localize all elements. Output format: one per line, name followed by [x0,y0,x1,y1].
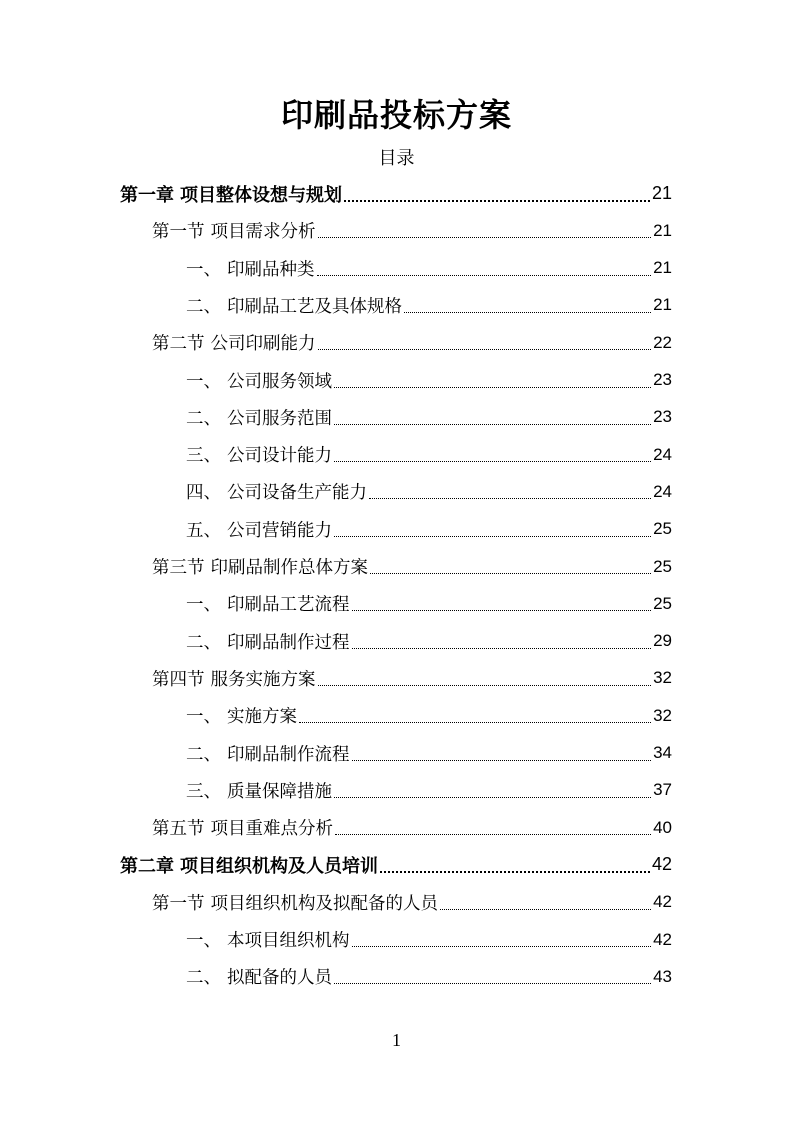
toc-entry-page: 23 [653,370,672,389]
toc-entry-page: 40 [653,817,672,837]
toc-entry-page: 43 [653,966,672,986]
toc-dot-leader [334,972,651,984]
toc-dot-leader [317,264,652,276]
toc-dot-leader [334,413,651,425]
toc-dot-leader [352,637,652,649]
toc-subsection-entry[interactable] [186,362,672,399]
toc-entry-number: 二、 [186,408,221,429]
toc-entry-label: 印刷品制作流程 [227,744,350,765]
toc-entry-number: 一、 [186,595,221,616]
toc-entry-page: 32 [653,705,672,725]
toc-dot-leader [380,861,650,873]
toc-entry-label: 项目重难点分析 [210,819,333,840]
toc-section-entry[interactable] [152,548,672,585]
toc-entry-page: 25 [653,593,672,613]
toc-entry-label: 印刷品种类 [227,259,315,280]
toc-entry-page: 32 [653,668,672,688]
toc-subsection-entry[interactable] [186,436,672,473]
toc-entry-label: 项目需求分析 [210,222,316,243]
toc-entry-label: 印刷品制作过程 [227,632,350,653]
toc-entry-label: 印刷品工艺流程 [227,595,350,616]
toc-subsection-entry[interactable] [186,623,672,660]
toc-entry-page: 34 [653,743,672,762]
toc-subsection-entry[interactable] [186,921,672,958]
toc-dot-leader [299,711,651,723]
toc-dot-leader [370,562,651,574]
toc-entry-label: 项目组织机构及拟配备的人员 [210,893,438,914]
toc-dot-leader [318,338,652,350]
toc-entry-page: 25 [653,519,672,539]
toc-subsection-entry[interactable] [186,735,672,772]
toc-entry-page: 21 [653,220,672,240]
document-title: 印刷品投标方案 [280,96,512,134]
toc-entry-number: 第一节 [152,893,205,914]
toc-dot-leader [344,190,650,202]
toc-subsection-entry[interactable] [186,958,672,995]
toc-entry-number: 一、 [186,931,221,951]
toc-heading: 目录 [378,148,415,169]
toc-entry-label: 公司营销能力 [227,520,332,541]
toc-entry-number: 一、 [186,371,221,392]
toc-entry-label: 项目整体设想与规划 [180,184,342,206]
toc-section-entry[interactable] [152,884,672,921]
toc-entry-number: 一、 [186,707,221,728]
toc-dot-leader [335,823,651,835]
toc-entry-label: 公司设备生产能力 [227,483,367,504]
toc-entry-page: 25 [653,556,672,576]
toc-subsection-entry[interactable] [186,399,672,436]
toc-dot-leader [334,450,651,462]
toc-entry-label: 拟配备的人员 [227,968,332,989]
toc-dot-leader [369,487,651,499]
toc-entry-number: 三、 [186,781,221,802]
toc-entry-page: 37 [653,780,672,800]
toc-entry-label: 公司服务范围 [227,408,332,429]
toc-entry-number: 第五节 [152,819,205,840]
toc-entry-number: 第一节 [152,222,205,243]
toc-entry-number: 三、 [186,446,221,467]
toc-entry-label: 质量保障措施 [227,781,332,802]
toc-section-entry[interactable] [152,809,672,846]
toc-entry-number: 二、 [186,968,221,989]
toc-subsection-entry[interactable] [186,287,672,324]
toc-entry-page: 22 [653,332,672,352]
toc-entry-page: 21 [653,295,672,315]
toc-dot-leader [334,525,651,537]
toc-entry-page: 42 [653,929,672,949]
toc-dot-leader [352,599,652,611]
toc-subsection-entry[interactable] [186,250,672,287]
page-number: 1 [392,1030,401,1050]
toc-entry-number: 第四节 [152,669,205,690]
toc-dot-leader [352,749,652,761]
toc-entry-number: 第三节 [152,558,205,578]
toc-entry-label: 印刷品制作总体方案 [210,558,368,578]
toc-subsection-entry[interactable] [186,585,672,622]
toc-entry-page: 42 [651,854,672,875]
toc-section-entry[interactable] [152,212,672,249]
toc-entry-label: 服务实施方案 [210,669,316,690]
toc-entry-page: 21 [653,258,672,278]
toc-entry-page: 23 [653,407,672,427]
toc-chapter-entry[interactable] [120,175,672,212]
toc-dot-leader [334,376,651,388]
toc-entry-number: 第一章 [120,184,174,206]
toc-dot-leader [440,898,651,910]
toc-entry-number: 第二节 [152,334,205,355]
toc-entry-page: 21 [651,183,672,203]
toc-entry-number: 二、 [186,744,221,765]
toc-entry-label: 项目组织机构及人员培训 [180,855,378,877]
toc-section-entry[interactable] [152,324,672,361]
toc-entry-page: 29 [653,631,672,651]
toc-subsection-entry[interactable] [186,473,672,510]
toc-entry-number: 二、 [186,296,221,317]
toc-entry-number: 一、 [186,259,221,280]
toc-dot-leader [318,226,652,238]
toc-dot-leader [318,674,652,686]
toc-dot-leader [334,786,651,798]
toc-entry-label: 本项目组织机构 [227,931,350,951]
toc-subsection-entry[interactable] [186,697,672,734]
toc-entry-page: 24 [653,444,672,464]
toc-entry-label: 公司设计能力 [227,446,332,467]
toc-subsection-entry[interactable] [186,772,672,809]
toc-dot-leader [404,301,651,313]
toc-entry-number: 五、 [186,520,221,541]
toc-entry-number: 二、 [186,632,221,653]
toc-entry-page: 42 [653,892,672,912]
toc-section-entry[interactable] [152,660,672,697]
toc-chapter-entry[interactable] [120,846,672,883]
toc-entry-number: 四、 [186,483,221,504]
toc-entry-number: 第二章 [120,855,174,877]
toc-entry-label: 实施方案 [227,707,297,728]
toc-dot-leader [352,935,652,947]
toc-entry-label: 公司服务领域 [227,371,332,392]
toc-subsection-entry[interactable] [186,511,672,548]
toc-entry-page: 24 [653,481,672,501]
toc-entry-label: 公司印刷能力 [210,334,316,355]
toc-entry-label: 印刷品工艺及具体规格 [227,296,402,317]
